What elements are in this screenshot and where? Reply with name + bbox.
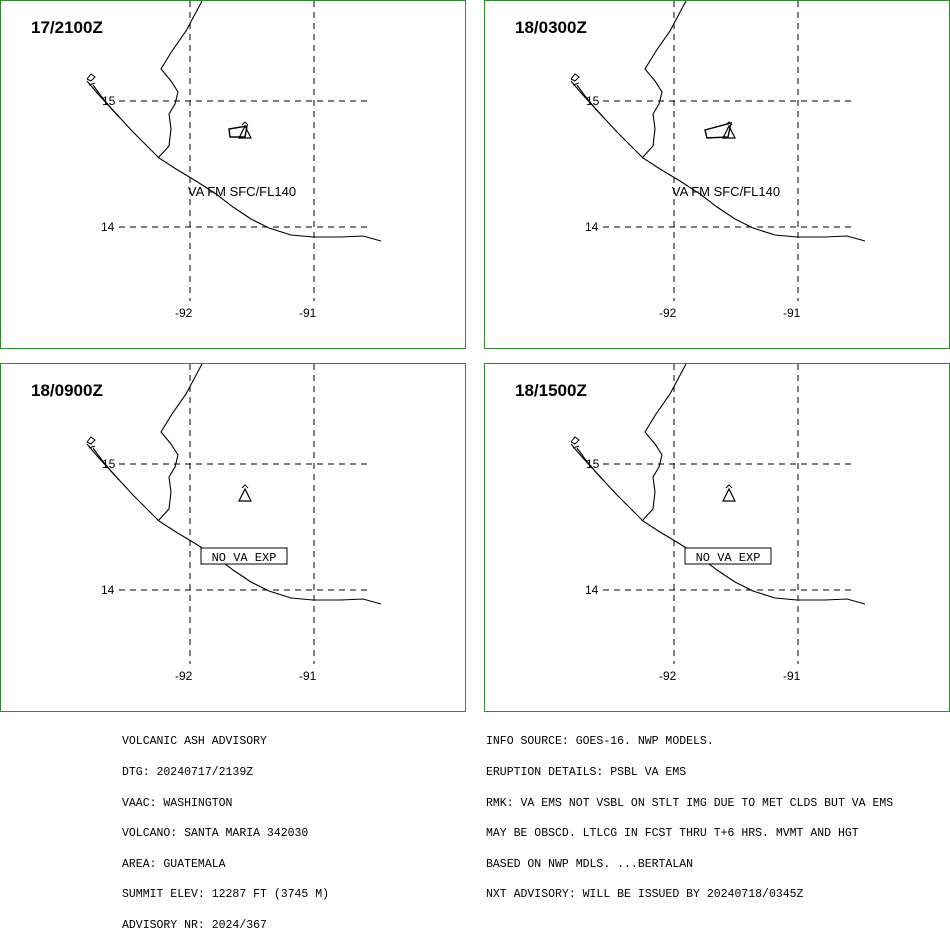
lon-label-91: -91 [299,306,317,320]
coastline [577,85,865,241]
map-svg-3 [1,364,467,713]
panel-time-3: 18/0900Z [31,381,103,400]
lat-label-14: 14 [585,220,599,234]
coastline-inlet [571,74,579,85]
forecast-label: NO VA EXP [695,551,761,565]
lat-label-15: 15 [102,457,116,471]
lon-label-91: -91 [783,306,801,320]
forecast-panel-2 [484,0,950,349]
lat-label-14: 14 [585,583,599,597]
eruption-icon [242,122,248,125]
remarks-line: BASED ON NWP MDLS. ...BERTALAN [486,857,694,871]
remarks-line: ERUPTION DETAILS: PSBL VA EMS [486,766,687,779]
lon-label-92: -92 [175,306,193,320]
forecast-panel-3 [0,363,466,712]
map-svg-1 [1,1,467,350]
panel-time-2: 18/0300Z [515,18,587,37]
lat-label-15: 15 [102,94,116,108]
forecast-panel-1 [0,0,466,349]
forecast-label: VA FM SFC/FL140 [671,184,781,199]
volcano-icon [723,489,735,501]
lon-label-91: -91 [783,669,801,683]
country-border [642,1,686,158]
country-border [642,364,686,521]
coastline-inlet [571,437,579,448]
advisory-line: VAAC: WASHINGTON [122,796,233,810]
lon-label-91: -91 [299,669,317,683]
coastline-inlet [87,74,95,85]
advisory-info [122,717,329,941]
coastline-inlet [87,437,95,448]
volcano-icon [239,489,251,501]
eruption-icon [242,485,248,488]
lat-label-15: 15 [586,94,600,108]
remarks-line: RMK: VA EMS NOT VSBL ON STLT IMG DUE TO MET CLDS BUT VA EMS [486,796,894,810]
coastline [577,448,865,604]
panel-time-1: 17/2100Z [31,18,103,37]
map-svg-4 [485,364,950,713]
advisory-line: VOLCANIC ASH ADVISORY [122,735,267,749]
country-border [158,364,202,521]
advisory-line: VOLCANO: SANTA MARIA 342030 [122,827,309,841]
remarks-info [486,717,893,911]
eruption-icon [726,485,732,488]
forecast-label: NO VA EXP [211,551,277,565]
lat-label-15: 15 [586,457,600,471]
advisory-line: SUMMIT ELEV: 12287 FT (3745 M) [122,888,330,902]
remarks-line: INFO SOURCE: GOES-16. NWP MODELS. [486,735,714,749]
remarks-line: NXT ADVISORY: WILL BE ISSUED BY 20240718/0345Z [486,888,804,902]
advisory-line: AREA: GUATEMALA [122,857,226,871]
lon-label-92: -92 [659,669,677,683]
map-svg-2 [485,1,950,350]
panel-time-4: 18/1500Z [515,381,587,400]
lon-label-92: -92 [175,669,193,683]
lat-label-14: 14 [101,583,115,597]
coastline [93,448,381,604]
country-border [158,1,202,158]
lat-label-14: 14 [101,220,115,234]
lon-label-92: -92 [659,306,677,320]
coastline [93,85,381,241]
forecast-label: VA FM SFC/FL140 [187,184,297,199]
forecast-panel-4 [484,363,950,712]
advisory-line: ADVISORY NR: 2024/367 [122,918,267,932]
advisory-line: DTG: 20240717/2139Z [122,766,254,779]
remarks-line: MAY BE OBSCD. LTLCG IN FCST THRU T+6 HRS. MVMT AND HGT [486,827,859,841]
